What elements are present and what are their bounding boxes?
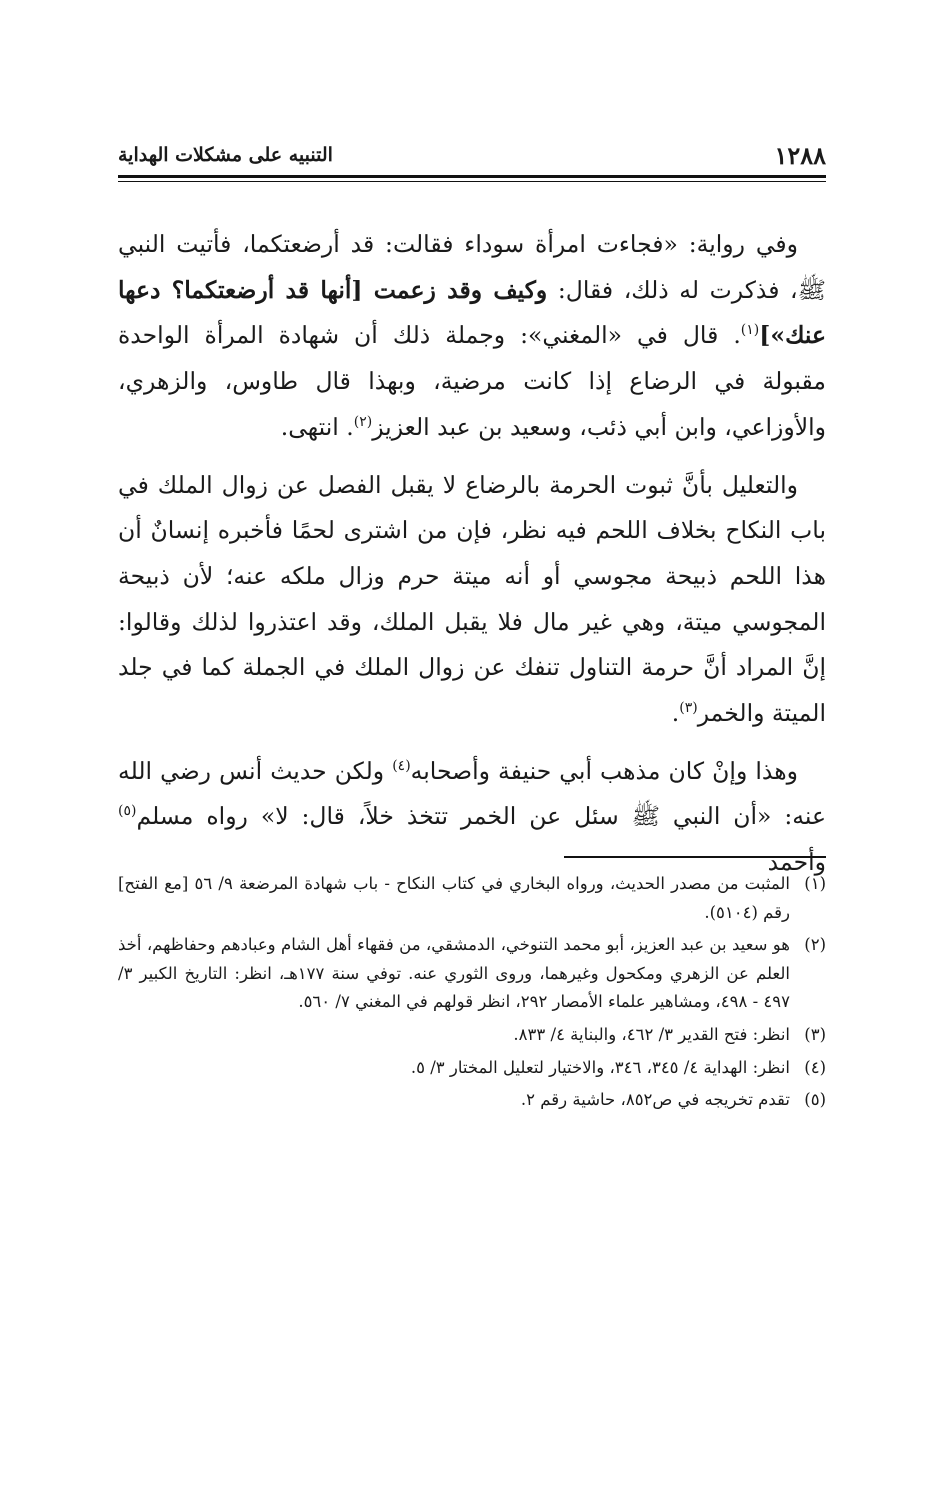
footnote-number: (٥) (804, 1090, 826, 1110)
footnote-ref-1: (١) (740, 322, 760, 339)
footnote-text: انظر: فتح القدير ٣/ ٤٦٢، والبناية ٤/ ٨٣٣. (513, 1024, 790, 1044)
header-rule-thin (118, 181, 826, 182)
paragraph-3 (118, 749, 826, 886)
footnote-ref-2: (٢) (353, 413, 373, 430)
paragraph-1 (118, 222, 826, 451)
running-title: التنبيه على مشكلات الهداية (118, 144, 333, 166)
footnote-ref-3: (٣) (679, 700, 698, 717)
footnote-number: (٤) (804, 1057, 826, 1077)
page-number: ١٢٨٨ (774, 140, 826, 170)
footnote-ref-4: (٤) (392, 757, 411, 774)
footnote-number: (٢) (804, 935, 826, 955)
footnotes (118, 870, 826, 1119)
footnote-number: (١) (804, 874, 826, 893)
footnote-text: تقدم تخريجه في ص٨٥٢، حاشية رقم ٢. (520, 1090, 790, 1110)
paragraph-2-text-b: . (671, 699, 680, 728)
paragraph-2 (118, 463, 826, 737)
paragraph-1-text-a: وفي رواية: «فجاءت امرأة سوداء فقالت: قد أرضعتكما، فأتيت النبي ﷺ، فذكرت له ذلك، فقال: (118, 230, 826, 304)
paragraph-3-text-a: وهذا وإنْ كان مذهب أبي حنيفة وأصحابه (410, 756, 798, 785)
footnote-text: انظر: الهداية ٤/ ٣٤٥، ٣٤٦، والاختيار لتعليل المختار ٣/ ٥. (410, 1057, 790, 1077)
footnote (118, 931, 826, 1017)
footnote-separator (564, 856, 826, 858)
footnote (118, 1021, 826, 1050)
footnote-text: هو سعيد بن عبد العزيز، أبو محمد التنوخي، الدمشقي، من فقهاء أهل الشام وعبادهم وحفاظهم، أخذ العلم عن الزهري ومكحول وغيرهما، وروى الثوري عنه. توفي سنة ١٧٧هـ، انظر: التاريخ الكبير ٣/ ٤٩٧ - ٤٩٨، ومشاهير علماء الأمصار ٢٩٢، انظر قولهم في المغني ٧/ ٥٦٠. (118, 935, 790, 1012)
footnote-text: المثبت من مصدر الحديث، ورواه البخاري في كتاب النكاح - باب شهادة المرضعة ٩/ ٥٦ [مع الفتح] رقم (٥١٠٤). (118, 874, 790, 922)
hadith-quote-bold: وكيف وقد زعمت [أنها قد أرضعتكما؟ دعها عنك»] (118, 275, 826, 350)
paragraph-3-text-c: وأحمد (767, 848, 826, 877)
header-rule-thick (118, 175, 826, 178)
paragraph-1-text-c: . قال في «المغني»: وجملة ذلك أن شهادة المرأة الواحدة مقبولة في الرضاع إذا كانت مرضية، وبهذا قال طاوس، والزهري، والأوزاعي، وابن أبي ذئب، وسعيد بن عبد العزيز (118, 321, 826, 441)
paragraph-3-text-b: ولكن حديث أنس رضي الله عنه: «أن النبي ﷺ سئل عن الخمر تتخذ خلاً، قال: لا» رواه مسلم (118, 756, 826, 831)
footnote (118, 1054, 826, 1083)
main-text (118, 222, 826, 898)
footnote (118, 1086, 826, 1115)
footnote (118, 870, 826, 927)
paragraph-2-text-a: والتعليل بأنَّ ثبوت الحرمة بالرضاع لا يقبل الفصل عن زوال الملك في باب النكاح بخلاف اللحم فيه نظر، فإن من اشترى لحمًا فأخبره إنسانٌ أن هذا اللحم ذبيحة مجوسي أو أنه ميتة حرم وزال ملكه عنه؛ لأن ذبيحة المجوسي ميتة، وهي غير مال فلا يقبل الملك، وقد اعتذروا لذلك وقالوا: إنَّ المراد أنَّ حرمة التناول تنفك عن زوال الملك في الجملة كما في جلد الميتة والخمر (118, 470, 826, 728)
footnote-ref-5: (٥) (118, 803, 137, 820)
page-header (118, 135, 826, 175)
paragraph-1-text-d: . انتهى. (280, 412, 354, 441)
footnote-number: (٣) (804, 1024, 826, 1044)
